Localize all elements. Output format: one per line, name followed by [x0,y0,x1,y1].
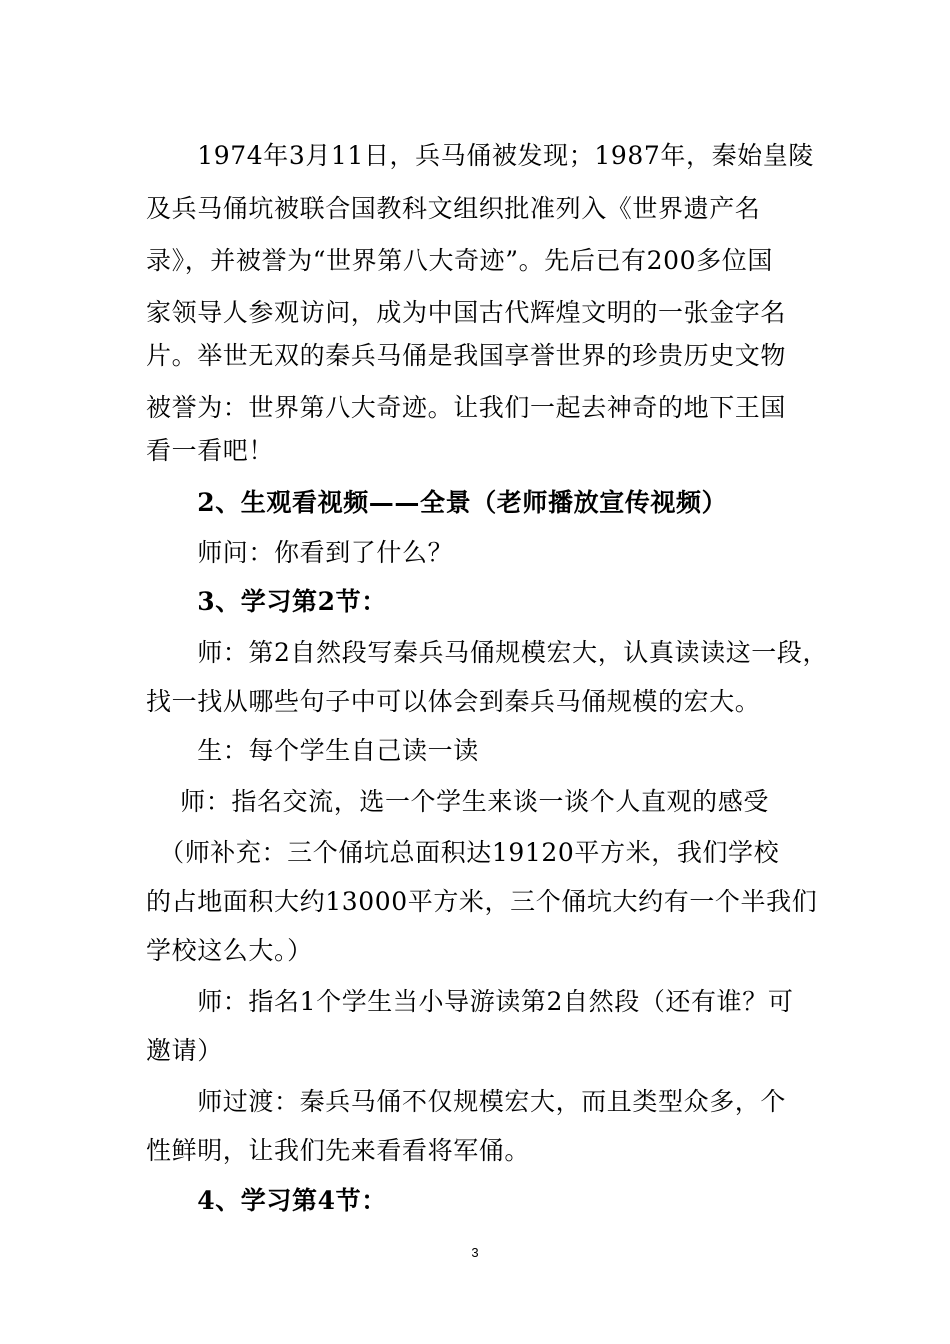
paragraph-line: （师补充：三个俑坑总面积达19120平方米，我们学校 [146,838,780,867]
paragraph-line: 生：每个学生自己读一读 [146,736,479,765]
section-heading: 2、生观看视频——全景（老师播放宣传视频） [146,488,728,517]
paragraph-line: 学校这么大。） [146,936,313,965]
paragraph-line: 片。举世无双的秦兵马俑是我国享誉世界的珍贵历史文物 [146,341,787,370]
paragraph-line: 师：第2自然段写秦兵马俑规模宏大，认真读读这一段， [146,638,829,667]
paragraph-line: 性鲜明，让我们先来看看将军俑。 [146,1136,531,1165]
paragraph-line: 找一找从哪些句子中可以体会到秦兵马俑规模的宏大。 [146,687,761,716]
paragraph-line: 录》，并被誉为“世界第八大奇迹”。先后已有200多位国 [146,246,773,275]
paragraph-line: 的占地面积大约13000平方米，三个俑坑大约有一个半我们 [146,887,818,916]
paragraph-line: 家领导人参观访问，成为中国古代辉煌文明的一张金字名 [146,298,787,327]
paragraph-line: 看一看吧！ [146,436,275,465]
section-heading: 3、学习第2节： [146,587,387,616]
paragraph-line: 师问：你看到了什么？ [146,538,454,567]
paragraph-line: 师：指名1个学生当小导游读第2自然段（还有谁？可 [146,987,794,1016]
paragraph-line: 师过渡：秦兵马俑不仅规模宏大，而且类型众多，个 [146,1087,787,1116]
section-heading: 4、学习第4节： [146,1186,387,1215]
paragraph-line: 师：指名交流，选一个学生来谈一谈个人直观的感受 [146,787,769,816]
paragraph-line: 1974年3月11日，兵马俑被发现；1987年，秦始皇陵 [146,141,814,170]
page-number: 3 [471,1245,479,1260]
paragraph-line: 及兵马俑坑被联合国教科文组织批准列入《世界遗产名 [146,194,761,223]
paragraph-line: 邀请） [146,1036,223,1065]
paragraph-line: 被誉为：世界第八大奇迹。让我们一起去神奇的地下王国 [146,393,787,422]
